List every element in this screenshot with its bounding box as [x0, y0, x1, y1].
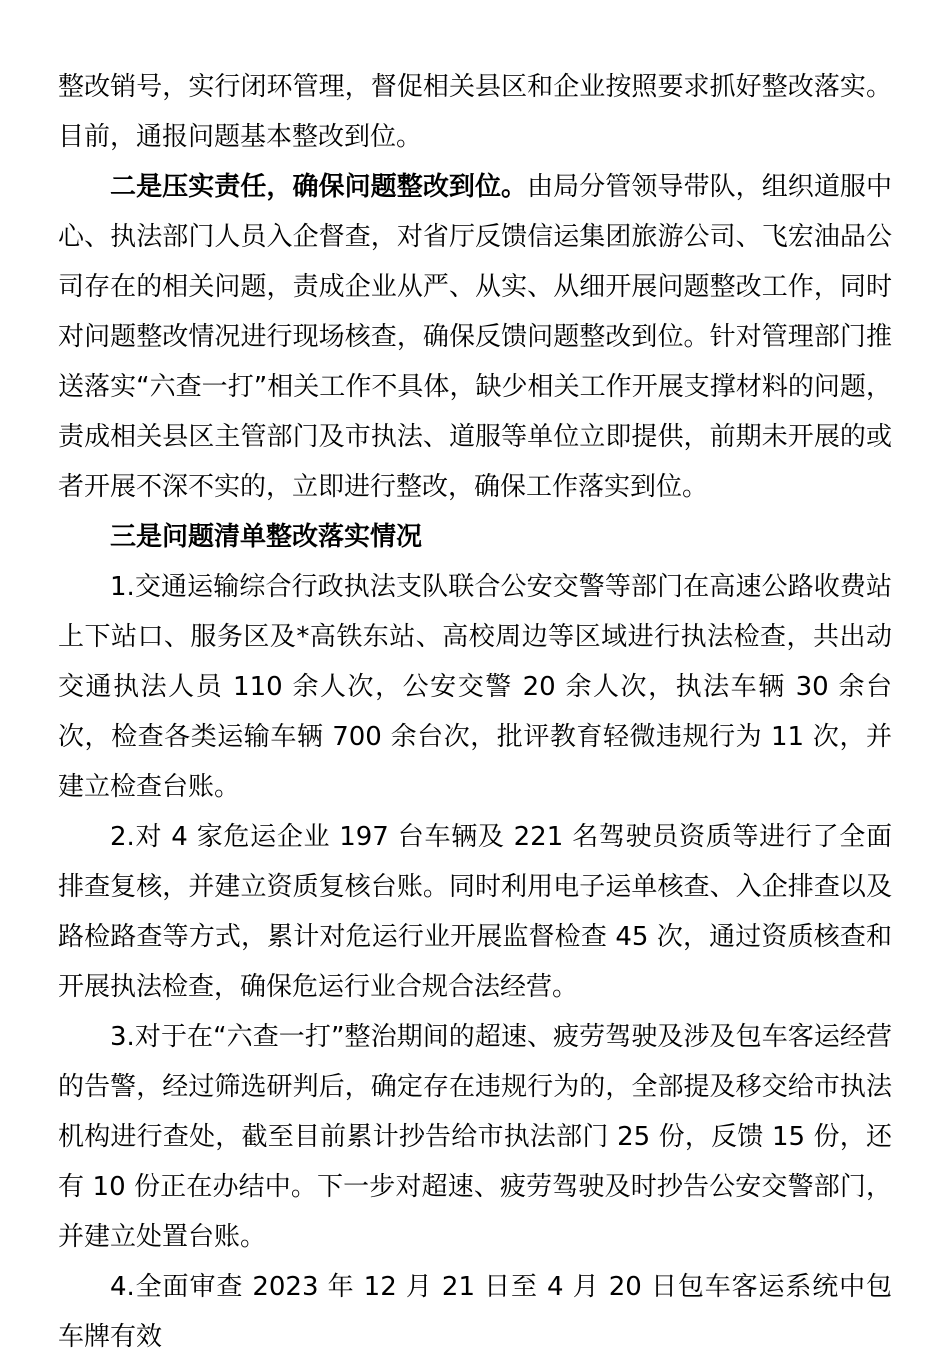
paragraph-lead-heading: 二是压实责任，确保问题整改到位。 — [110, 172, 528, 202]
paragraph-item-1 — [58, 562, 892, 812]
document-body — [58, 62, 892, 1362]
paragraph-continuation — [58, 62, 892, 162]
paragraph-text: 4.全面审查 2023 年 12 月 21 日至 4 月 20 日包车客运系统中包车牌有效 — [58, 1272, 892, 1352]
paragraph-text: 2.对 4 家危运企业 197 台车辆及 221 名驾驶员资质等进行了全面排查复核，并建立资质复核台账。同时利用电子运单核查、入企排查以及路检路查等方式，累计对危运行业开展监督检查 45 次，通过资质核查和开展执法检查，确保危运行业合规合法经营。 — [58, 822, 892, 1002]
paragraph-item-3 — [58, 1012, 892, 1262]
section-heading-text: 三是问题清单整改落实情况 — [110, 522, 423, 552]
paragraph-text: 整改销号，实行闭环管理，督促相关县区和企业按照要求抓好整改落实。目前，通报问题基本整改到位。 — [58, 72, 892, 152]
paragraph-item-4 — [58, 1262, 892, 1362]
paragraph-item-2 — [58, 812, 892, 1012]
paragraph-responsibility — [58, 162, 892, 512]
paragraph-text: 由局分管领导带队，组织道服中心、执法部门人员入企督查，对省厅反馈信运集团旅游公司、飞宏油品公司存在的相关问题，责成企业从严、从实、从细开展问题整改工作，同时对问题整改情况进行现场核查，确保反馈问题整改到位。针对管理部门推送落实“六查一打”相关工作不具体，缺少相关工作开展支撑材料的问题，责成相关县区主管部门及市执法、道服等单位立即提供，前期未开展的或者开展不深不实的，立即进行整改，确保工作落实到位。 — [58, 172, 892, 502]
paragraph-text: 1.交通运输综合行政执法支队联合公安交警等部门在高速公路收费站上下站口、服务区及*高铁东站、高校周边等区域进行执法检查，共出动交通执法人员 110 余人次，公安交警 20 余人次，执法车辆 30 余台次，检查各类运输车辆 700 余台次，批评教育轻微违规行为 11 次，并建立检查台账。 — [58, 572, 892, 802]
paragraph-text: 3.对于在“六查一打”整治期间的超速、疲劳驾驶及涉及包车客运经营的告警，经过筛选研判后，确定存在违规行为的，全部提及移交给市执法机构进行查处，截至目前累计抄告给市执法部门 25 份，反馈 15 份，还有 10 份正在办结中。下一步对超速、疲劳驾驶及时抄告公安交警部门，并建立处置台账。 — [58, 1022, 892, 1252]
section-heading-problem-list — [58, 512, 892, 562]
